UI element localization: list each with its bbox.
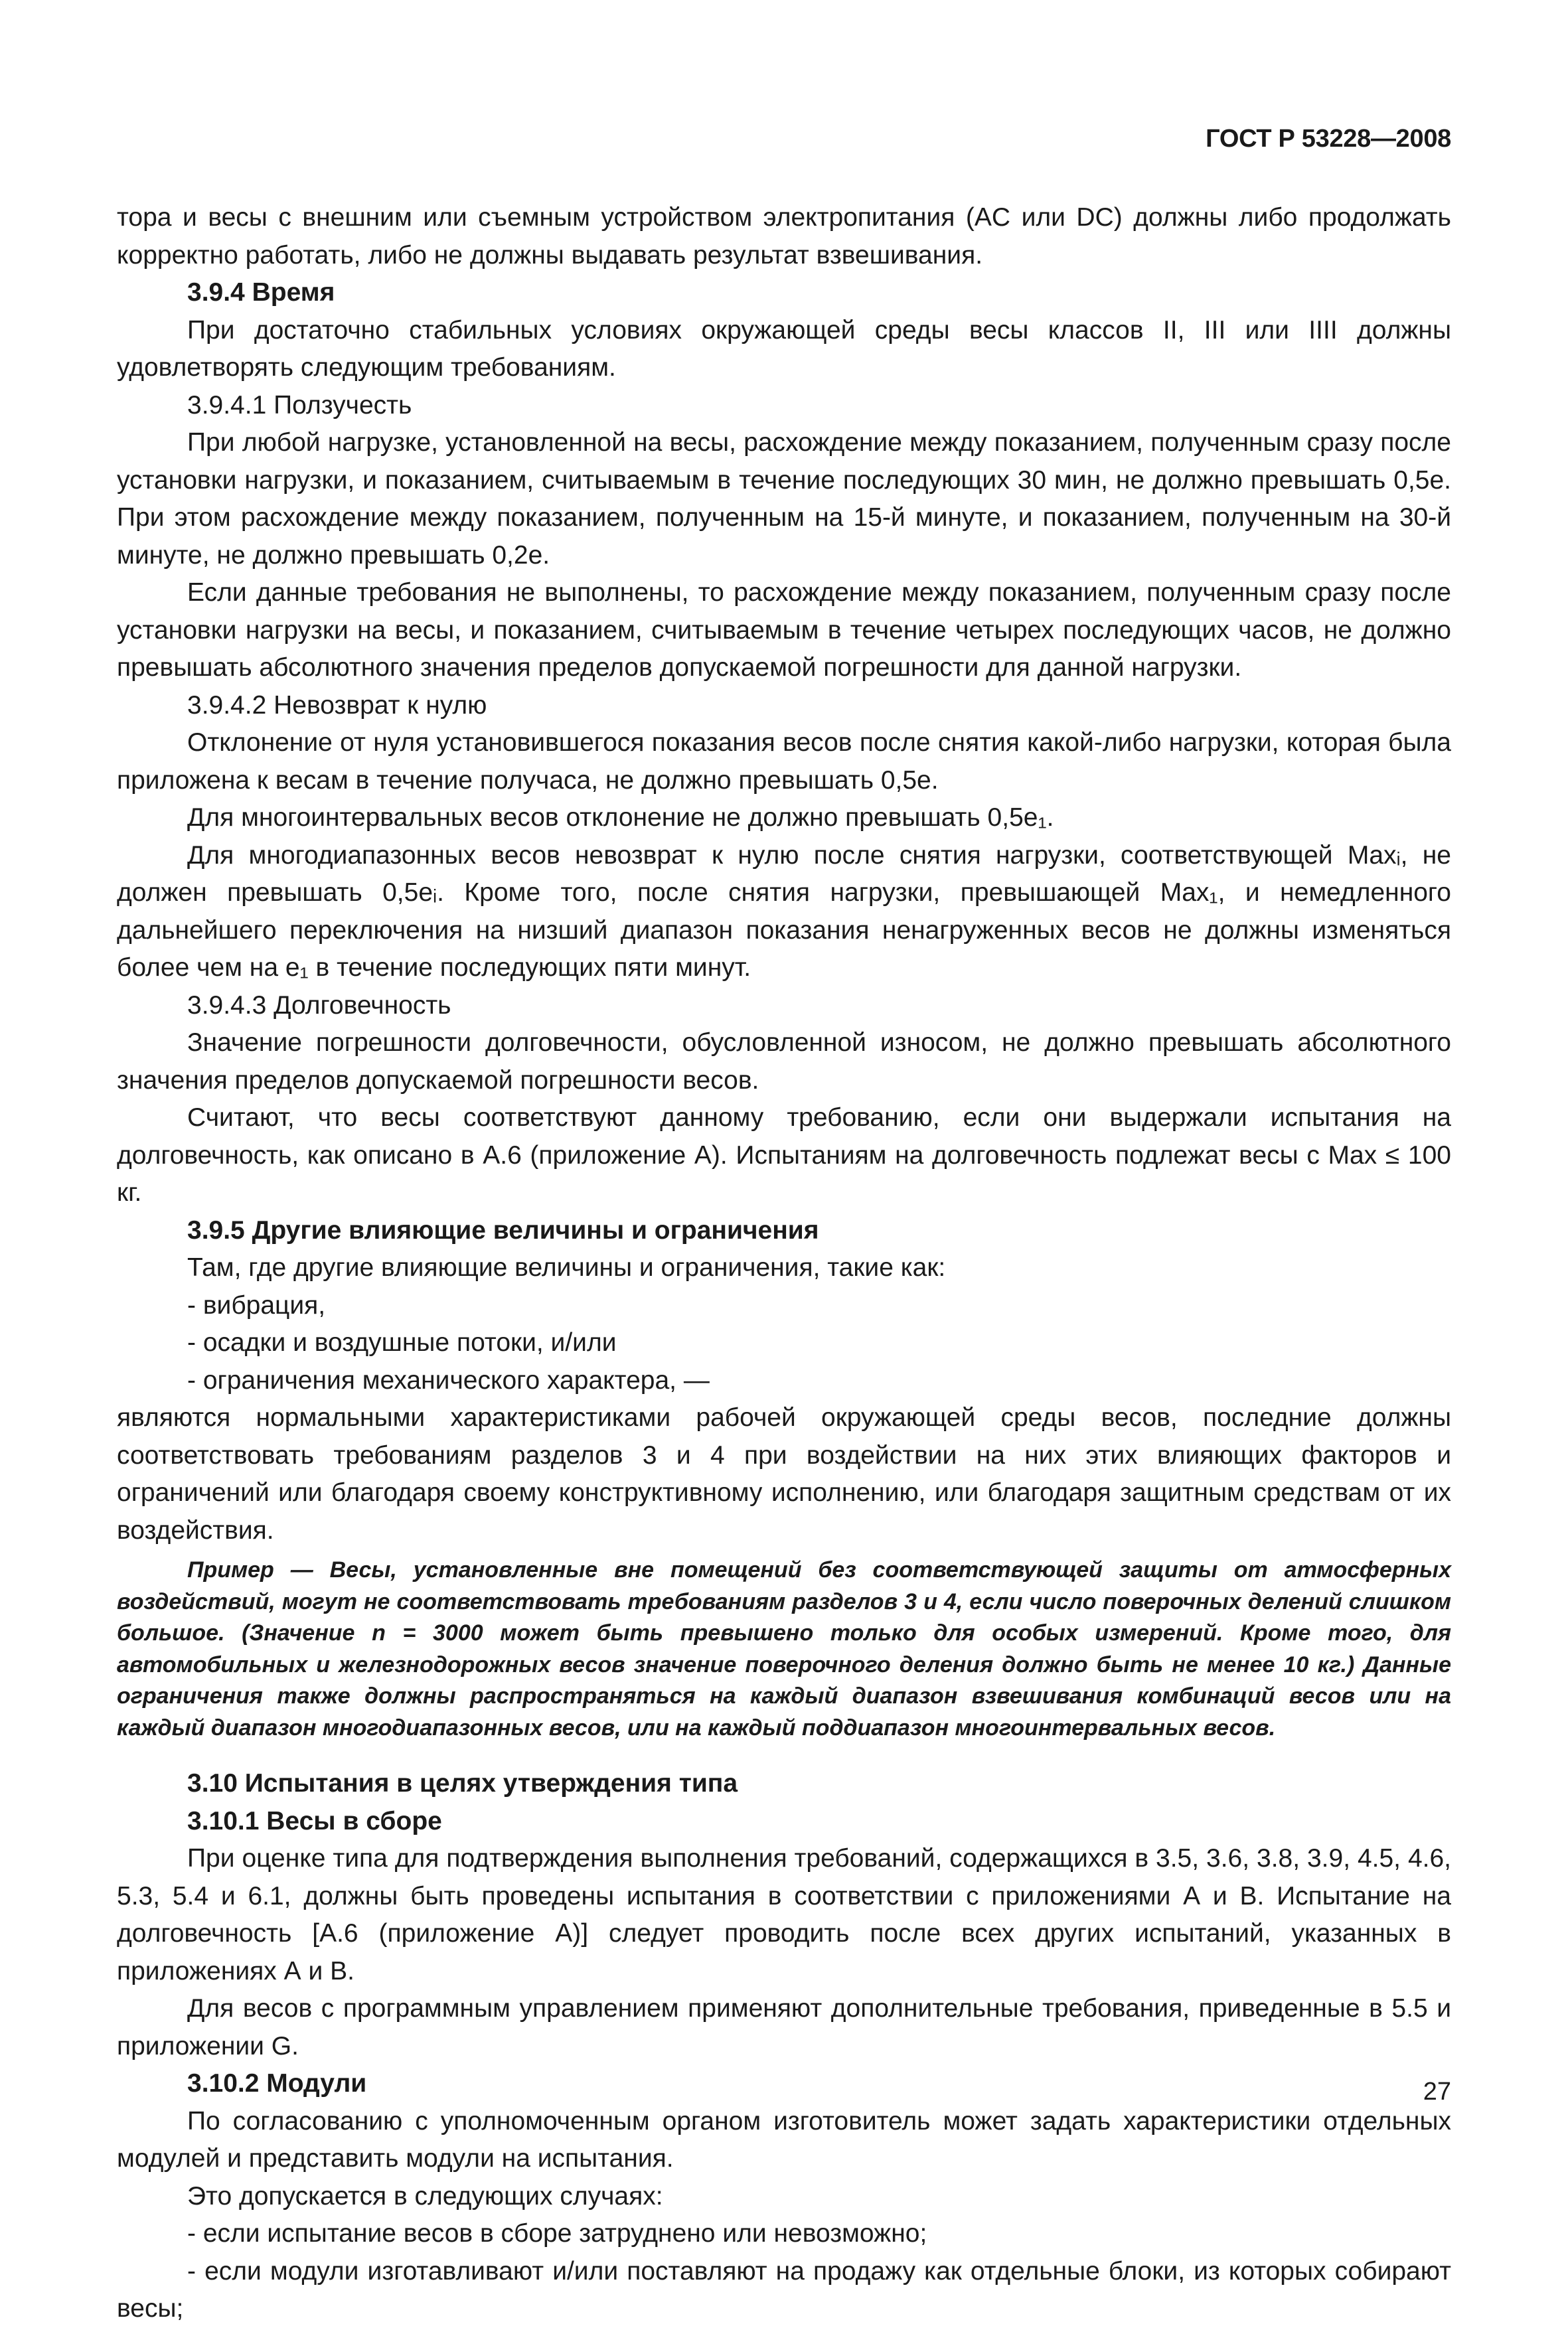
list-item: - ограничения механического характера, —	[187, 1365, 710, 1395]
paragraph: Это допускается в следующих случаях:	[187, 2181, 663, 2211]
paragraph: Отклонение от нуля установившегося показания весов после снятия какой-либо нагрузки, которая была приложена к весам в течение получаса, не должно превышать 0,5e.	[117, 728, 1451, 795]
list-item: - вибрация,	[187, 1290, 326, 1320]
paragraph: При оценке типа для подтверждения выполнения требований, содержащихся в 3.5, 3.6, 3.8, 3.9, 4.5, 4.6, 5.3, 5.4 и 6.1, должны быть проведены испытания в соответствии с приложениями А и В. Испытание на долговечность [А.6 (приложение А)] следует проводить после всех других испытаний, указанных в приложениях А и В.	[117, 1844, 1451, 1985]
list-item: - осадки и воздушные потоки, и/или	[187, 1328, 617, 1357]
paragraph: Считают, что весы соответствуют данному требованию, если они выдержали испытания на долговечность, как описано в А.6 (приложение А). Испытаниям на долговечность подлежат весы с Max ≤ 100 кг.	[117, 1103, 1451, 1207]
section-heading: 3.9.4 Время	[187, 278, 335, 307]
section-heading: 3.10.1 Весы в сборе	[187, 1806, 442, 1835]
document-body	[117, 199, 1451, 2328]
paragraph: Если данные требования не выполнены, то расхождение между показанием, полученным сразу после установки нагрузки на весы, и показанием, считываемым в течение четырех последующих часов, не должно превышать абсолютного значения пределов допускаемой погрешности для данной нагрузки.	[117, 578, 1451, 682]
section-heading: 3.9.5 Другие влияющие величины и ограничения	[187, 1215, 819, 1245]
paragraph: тора и весы с внешним или съемным устройством электропитания (AC или DC) должны либо продолжать корректно работать, либо не должны выдавать результат взвешивания.	[117, 203, 1451, 270]
paragraph: являются нормальными характеристиками рабочей окружающей среды весов, последние должны соответствовать требованиям разделов 3 и 4 при воздействии на них этих влияющих факторов и ограничений или благодаря своему конструктивному исполнению, или благодаря защитным средствам от их воздействия.	[117, 1403, 1451, 1545]
paragraph: Значение погрешности долговечности, обусловленной износом, не должно превышать абсолютного значения пределов допускаемой погрешности весов.	[117, 1028, 1451, 1095]
list-item: - если модули изготавливают и/или поставляют на продажу как отдельные блоки, из которых собирают весы;	[117, 2256, 1451, 2323]
page-number: 27	[1423, 2078, 1451, 2106]
section-heading: 3.10 Испытания в целях утверждения типа	[187, 1769, 738, 1798]
document-header: ГОСТ Р 53228—2008	[1206, 125, 1451, 153]
subsection-heading: 3.9.4.2 Невозврат к нулю	[187, 690, 487, 720]
section-heading: 3.10.2 Модули	[187, 2069, 367, 2098]
subsection-heading: 3.9.4.3 Долговечность	[187, 990, 451, 1020]
paragraph: При любой нагрузке, установленной на весы, расхождение между показанием, полученным сразу после установки нагрузки, и показанием, считываемым в течение последующих 30 мин, не должно превышать 0,5e. При этом расхождение между показанием, полученным на 15-й минуте, и показанием, полученным на 30-й минуте, не должно превышать 0,2e.	[117, 428, 1451, 570]
paragraph: Для весов с программным управлением применяют дополнительные требования, приведенные в 5.5 и приложении G.	[117, 1994, 1451, 2060]
paragraph: При достаточно стабильных условиях окружающей среды весы классов II, III или IIII должны удовлетворять следующим требованиям.	[117, 315, 1451, 382]
paragraph: Там, где другие влияющие величины и ограничения, такие как:	[187, 1253, 946, 1282]
paragraph: Для многоинтервальных весов отклонение не должно превышать 0,5e₁.	[187, 803, 1054, 832]
subsection-heading: 3.9.4.1 Ползучесть	[187, 390, 412, 420]
paragraph: Для многодиапазонных весов невозврат к нулю после снятия нагрузки, соответствующей Maxᵢ, не должен превышать 0,5eᵢ. Кроме того, после снятия нагрузки, превышающей Max₁, и немедленного дальнейшего переключения на низший диапазон показания ненагруженных весов не должны изменяться более чем на e₁ в течение последующих пяти минут.	[117, 840, 1451, 982]
example-note: Пример — Весы, установленные вне помещений без соответствующей защиты от атмосферных воздействий, могут не соответствовать требованиям разделов 3 и 4, если число поверочных делений слишком большое. (Значение n = 3000 может быть превышено только для особых измерений. Кроме того, для автомобильных и железнодорожных весов значение поверочного деления должно быть не менее 10 кг.) Данные ограничения также должны распространяться на каждый диапазон взвешивания комбинаций весов или на каждый диапазон многодиапазонных весов, или на каждый поддиапазон многоинтервальных весов.	[117, 1557, 1451, 1741]
paragraph: По согласованию с уполномоченным органом изготовитель может задать характеристики отдельных модулей и представить модули на испытания.	[117, 2106, 1451, 2173]
list-item: - если испытание весов в сборе затруднено или невозможно;	[187, 2219, 927, 2248]
